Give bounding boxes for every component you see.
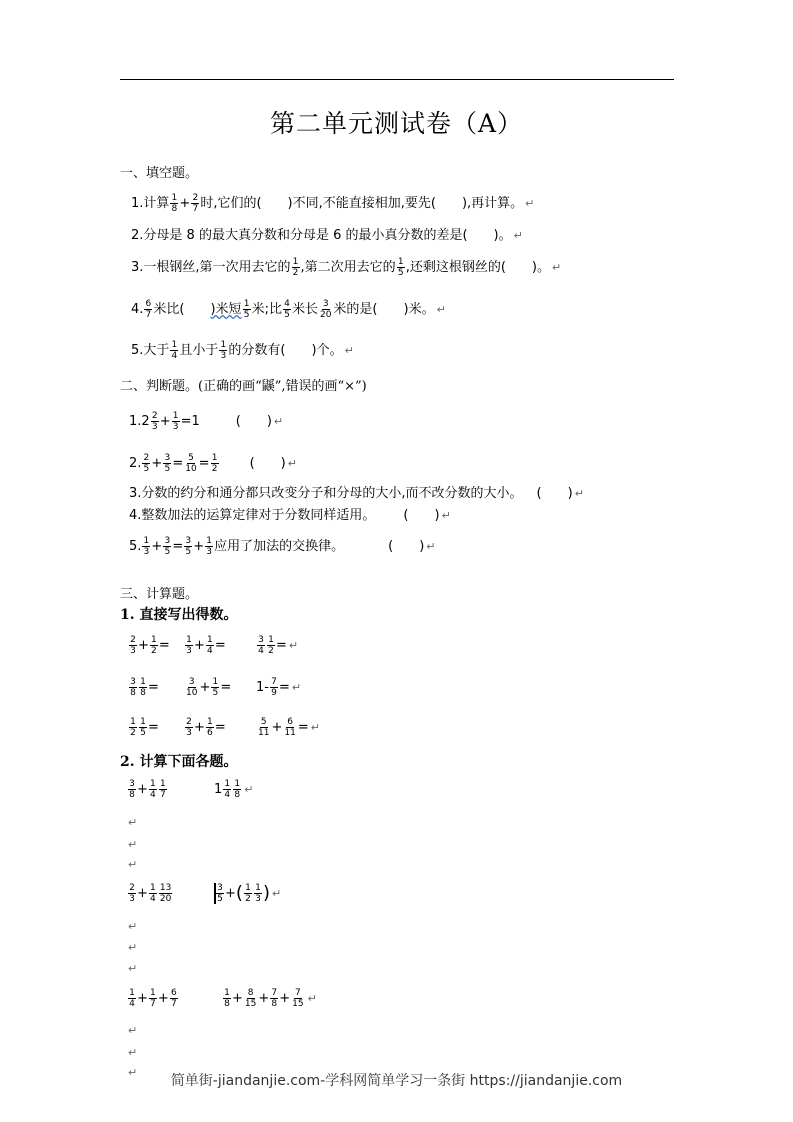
return-mark-icon: ↵	[551, 261, 562, 274]
return-mark-icon: ↵	[128, 962, 138, 975]
answer-paren: ( )	[403, 508, 440, 523]
section-fill-blank-heading: 一、填空题。	[120, 166, 199, 181]
calc-row-1-item-1: $\frac{2}{3}$ + $\frac{1}{2}$ =	[130, 635, 170, 656]
return-mark-icon: ↵	[513, 229, 523, 242]
fraction: $\frac{2}{7}$	[192, 193, 199, 214]
answer-paren: ( )	[536, 486, 573, 501]
section-true-false-heading: 二、判断题。(正确的画“鼷”,错误的画“×”)	[120, 379, 367, 394]
answer-paren: ( )	[235, 414, 272, 429]
return-mark-icon: ↵	[436, 303, 446, 316]
calc-row-2-item-1: $\frac{3}{8}$ $\frac{1}{8}$ =	[130, 677, 159, 698]
page-title: 第二单元测试卷（A）	[269, 109, 524, 138]
calc-direct-heading: 1. 直接写出得数。	[120, 607, 238, 623]
question-1-3: 3.一根钢丝,第一次用去它的 $\frac{1}{2}$ ,第二次用去它的 $\frac{1}{5}$ ,还剩这根钢丝的( )。 ↵	[131, 257, 562, 278]
return-mark-icon: ↵	[128, 816, 138, 829]
answer-paren: ( )	[249, 456, 286, 471]
calc-problem-3: $\frac{2}{3}$ + $\frac{1}{4}$ $\frac{13}{20}$	[129, 883, 172, 904]
judge-2: 2. $\frac{2}{5}$ + $\frac{3}{5}$ = $\frac{5}{10}$ = $\frac{1}{2}$ ( ) ↵	[129, 453, 297, 474]
watermark-footer[interactable]: 简单街-jiandanjie.com-学科网简单学习一条街 https://jiandanjie.com	[170, 1073, 623, 1089]
return-mark-icon: ↵	[128, 941, 138, 954]
calc-row-1-item-3: $\frac{3}{4}$ $\frac{1}{2}$ = ↵	[258, 635, 299, 656]
calc-problem-5: $\frac{1}{4}$ + $\frac{1}{7}$ + $\frac{6}{7}$	[129, 988, 177, 1009]
calc-row-3-item-2: $\frac{2}{3}$ + $\frac{1}{6}$ =	[186, 717, 226, 738]
judge-5: 5. $\frac{1}{3}$ + $\frac{3}{5}$ = $\frac{3}{5}$ + $\frac{1}{3}$ 应用了加法的交换律。 ( ) ↵	[129, 536, 436, 557]
return-mark-icon: ↵	[128, 1066, 138, 1079]
question-1-1: 1.计算 $\frac{1}{8}$ + $\frac{2}{7}$ 时,它们的( )不同,不能直接相加,要先( ),再计算。 ↵	[131, 193, 535, 214]
question-1-5: 5.大于 $\frac{1}{4}$ 且小于 $\frac{1}{3}$ 的分数有( )个。 ↵	[131, 340, 354, 361]
return-mark-icon: ↵	[344, 344, 354, 357]
question-1-4: 4. $\frac{6}{7}$ 米比( )米短 $\frac{1}{5}$ 米;比 $\frac{4}{5}$ 米长 $\frac{3}{20}$ 米的是( )米。 ↵	[131, 299, 446, 320]
fraction: $\frac{1}{8}$	[171, 193, 178, 214]
calc-problem-4: $\frac{3}{5}$ +( $\frac{1}{2}$ $\frac{1}{3}$ ) ↵	[213, 880, 281, 908]
return-mark-icon: ↵	[128, 1024, 138, 1037]
return-mark-icon: ↵	[128, 1046, 138, 1059]
calc-row-3-item-1: $\frac{1}{2}$ $\frac{1}{5}$ =	[130, 717, 159, 738]
judge-1: 1.2 $\frac{2}{3}$ + $\frac{1}{3}$ =1 ( ) ↵	[129, 411, 284, 432]
calc-row-1-item-2: $\frac{1}{3}$ + $\frac{1}{4}$ =	[186, 635, 226, 656]
section-calculation-heading: 三、计算题。	[120, 587, 199, 602]
return-mark-icon: ↵	[525, 197, 535, 210]
calc-row-2-item-3: 1- $\frac{7}{9}$ = ↵	[256, 677, 302, 698]
calc-problem-2: 1 $\frac{1}{4}$ $\frac{1}{8}$ ↵	[214, 779, 254, 800]
judge-4: 4.整数加法的运算定律对于分数同样适用。 ( ) ↵	[129, 508, 451, 523]
return-mark-icon: ↵	[128, 920, 138, 933]
return-mark-icon: ↵	[128, 858, 138, 871]
calc-row-2-item-2: $\frac{3}{10}$ + $\frac{1}{5}$ =	[186, 677, 232, 698]
answer-paren: ( )	[388, 539, 425, 554]
return-mark-icon: ↵	[128, 838, 138, 851]
question-1-2: 2.分母是 8 的最大真分数和分母是 6 的最小真分数的差是( )。 ↵	[131, 228, 523, 243]
header-rule	[120, 79, 674, 80]
calc-problem-6: $\frac{1}{8}$ + $\frac{8}{15}$ + $\frac{7}{8}$ + $\frac{7}{15}$ ↵	[224, 988, 317, 1009]
calc-steps-heading: 2. 计算下面各题。	[120, 754, 238, 770]
judge-3: 3.分数的约分和通分都只改变分子和分母的大小,而不改分数的大小。 ( ) ↵	[129, 486, 584, 501]
calc-row-3-item-3: $\frac{5}{11}$ + $\frac{6}{11}$ = ↵	[258, 717, 320, 738]
calc-problem-1: $\frac{3}{8}$ + $\frac{1}{4}$ $\frac{1}{7}$	[129, 779, 166, 800]
